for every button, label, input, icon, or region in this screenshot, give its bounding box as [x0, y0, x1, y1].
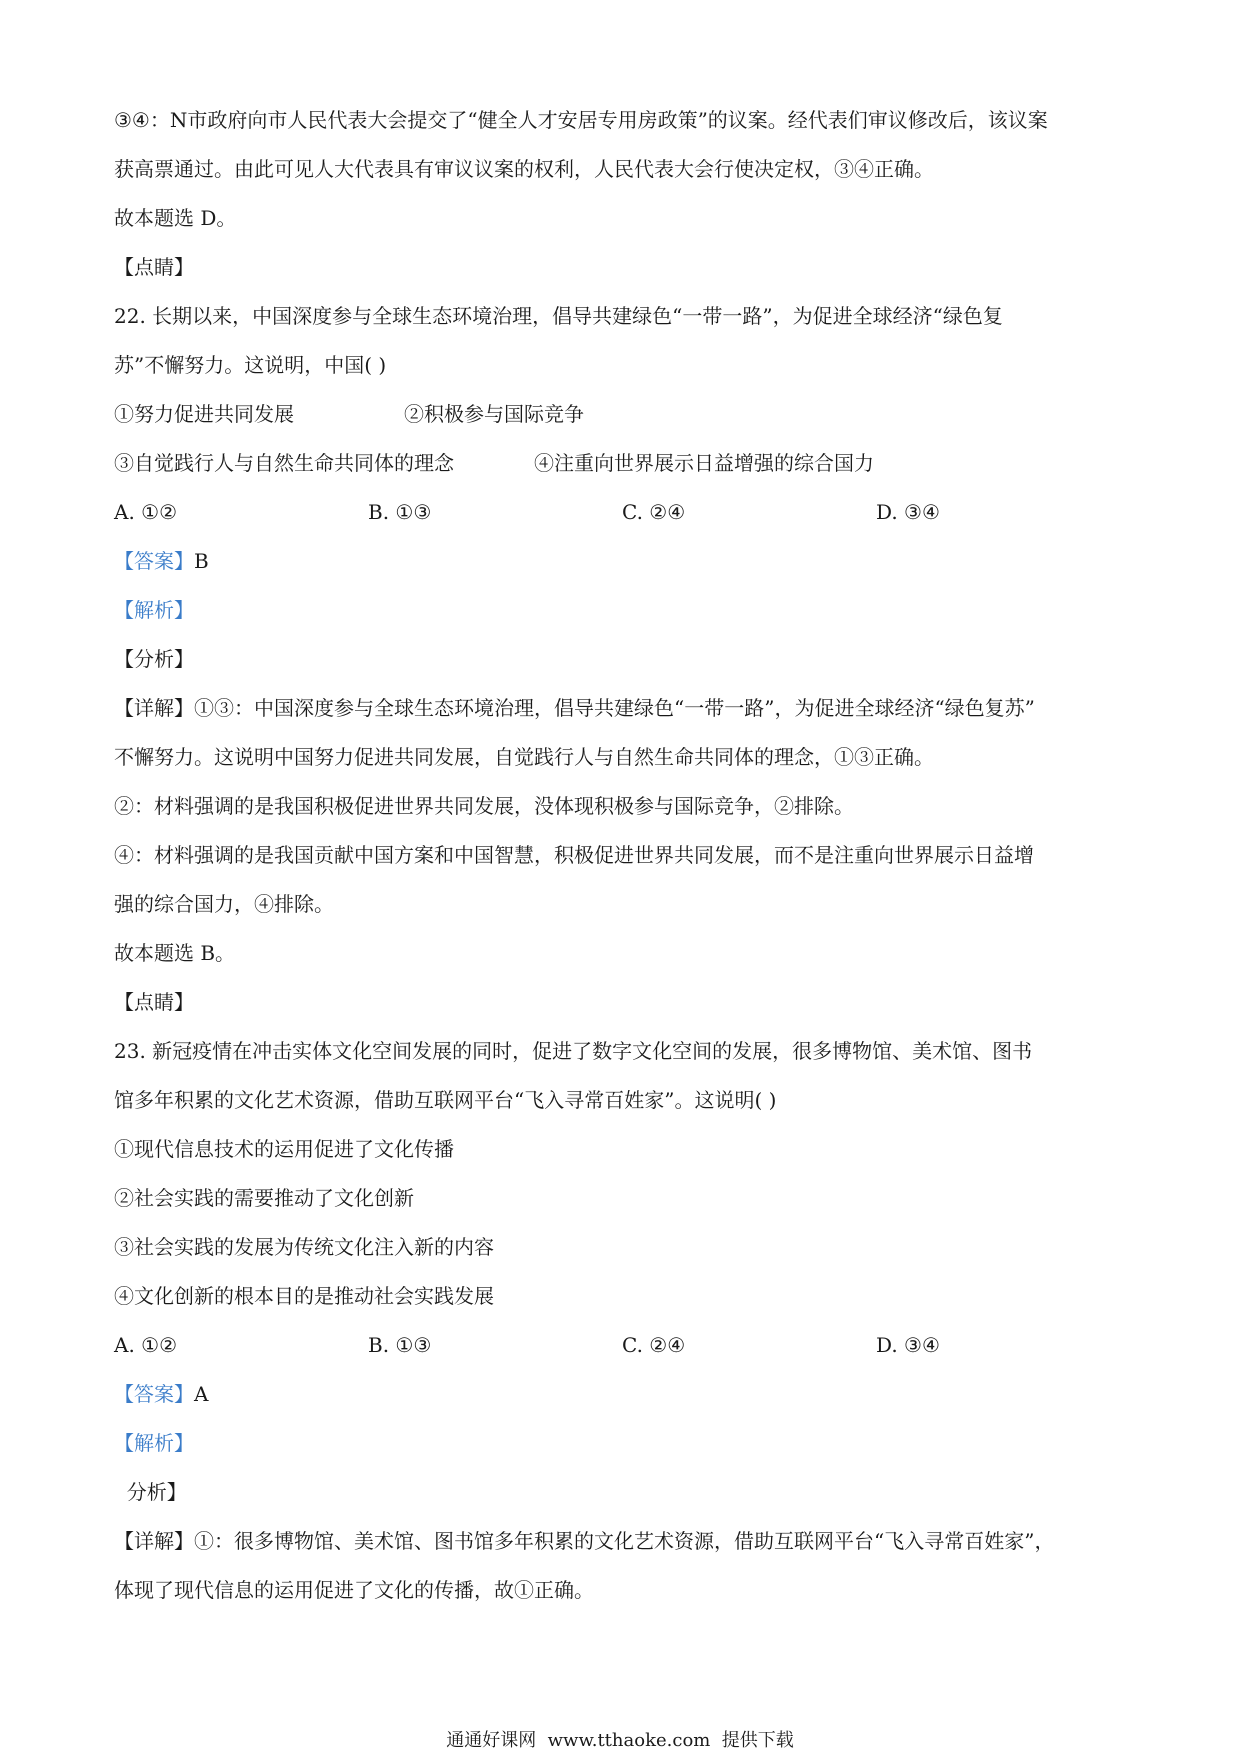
detail-label: 【详解】 [114, 1529, 194, 1553]
statement-row [114, 390, 1134, 439]
statement: ②积极参与国际竞争 [404, 402, 584, 426]
analysis-label: 【解析】 [114, 1431, 194, 1455]
statement-row [114, 439, 1134, 488]
option-row [114, 1321, 1134, 1370]
option-row [114, 488, 1134, 537]
question-23-stem: 23. 新冠疫情在冲击实体文化空间发展的同时，促进了数字文化空间的发展，很多博物馆、美术馆、图书 [114, 1039, 1033, 1063]
detail-line [114, 1517, 1134, 1566]
dianjing-heading: 【点睛】 [114, 255, 194, 279]
text-line: 故本题选 D。 [114, 206, 237, 230]
answer-label: 【答案】 [114, 549, 194, 573]
option-c: C. ②④ [622, 500, 686, 524]
question-22-stem: 22. 长期以来，中国深度参与全球生态环境治理，倡导共建绿色“一带一路”，为促进全球经济“绿色复 [114, 304, 1003, 328]
detail-text: ①：很多博物馆、美术馆、图书馆多年积累的文化艺术资源，借助互联网平台“飞入寻常百姓家”， [194, 1529, 1055, 1553]
detail-text: ①③：中国深度参与全球生态环境治理，倡导共建绿色“一带一路”，为促进全球经济“绿色复苏” [194, 696, 1035, 720]
document-page [114, 96, 1134, 1615]
fenxi-heading: 分析】 [114, 1480, 187, 1504]
detail-text: ④：材料强调的是我国贡献中国方案和中国智慧，积极促进世界共同发展，而不是注重向世界展示日益增 [114, 843, 1034, 867]
statement: ①现代信息技术的运用促进了文化传播 [114, 1137, 454, 1161]
dianjing-heading: 【点睛】 [114, 990, 194, 1014]
option-a: A. ①② [114, 500, 178, 524]
option-a: A. ①② [114, 1333, 178, 1357]
answer-value: A [194, 1382, 209, 1406]
option-c: C. ②④ [622, 1333, 686, 1357]
fenxi-heading: 【分析】 [114, 647, 194, 671]
analysis-label: 【解析】 [114, 598, 194, 622]
question-22-stem: 苏”不懈努力。这说明，中国( ) [114, 353, 387, 377]
detail-text: 不懈努力。这说明中国努力促进共同发展，自觉践行人与自然生命共同体的理念，①③正确。 [114, 745, 934, 769]
question-23-stem: 馆多年积累的文化艺术资源，借助互联网平台“飞入寻常百姓家”。这说明( ) [114, 1088, 777, 1112]
option-d: D. ③④ [876, 500, 940, 524]
statement: ④注重向世界展示日益增强的综合国力 [534, 451, 874, 475]
detail-text: 体现了现代信息的运用促进了文化的传播，故①正确。 [114, 1578, 594, 1602]
statement: ③社会实践的发展为传统文化注入新的内容 [114, 1235, 494, 1259]
detail-text: 强的综合国力，④排除。 [114, 892, 334, 916]
detail-label: 【详解】 [114, 696, 194, 720]
option-d: D. ③④ [876, 1333, 940, 1357]
answer-line [114, 537, 1134, 586]
answer-value: B [194, 549, 209, 573]
text-line: ③④：N市政府向市人民代表大会提交了“健全人才安居专用房政策”的议案。经代表们审议修改后，该议案 [114, 108, 1048, 132]
detail-line [114, 684, 1134, 733]
conclusion: 故本题选 B。 [114, 941, 236, 965]
option-b: B. ①③ [368, 1333, 432, 1357]
text-line: 获高票通过。由此可见人大代表具有审议议案的权利，人民代表大会行使决定权，③④正确。 [114, 157, 934, 181]
statement: ③自觉践行人与自然生命共同体的理念 [114, 451, 454, 475]
answer-line [114, 1370, 1134, 1419]
answer-label: 【答案】 [114, 1382, 194, 1406]
option-b: B. ①③ [368, 500, 432, 524]
statement: ④文化创新的根本目的是推动社会实践发展 [114, 1284, 494, 1308]
footer-credit: 通通好课网 www.tthaoke.com 提供下载 [446, 1730, 794, 1751]
detail-text: ②：材料强调的是我国积极促进世界共同发展，没体现积极参与国际竞争，②排除。 [114, 794, 854, 818]
statement: ②社会实践的需要推动了文化创新 [114, 1186, 414, 1210]
statement: ①努力促进共同发展 [114, 402, 294, 426]
